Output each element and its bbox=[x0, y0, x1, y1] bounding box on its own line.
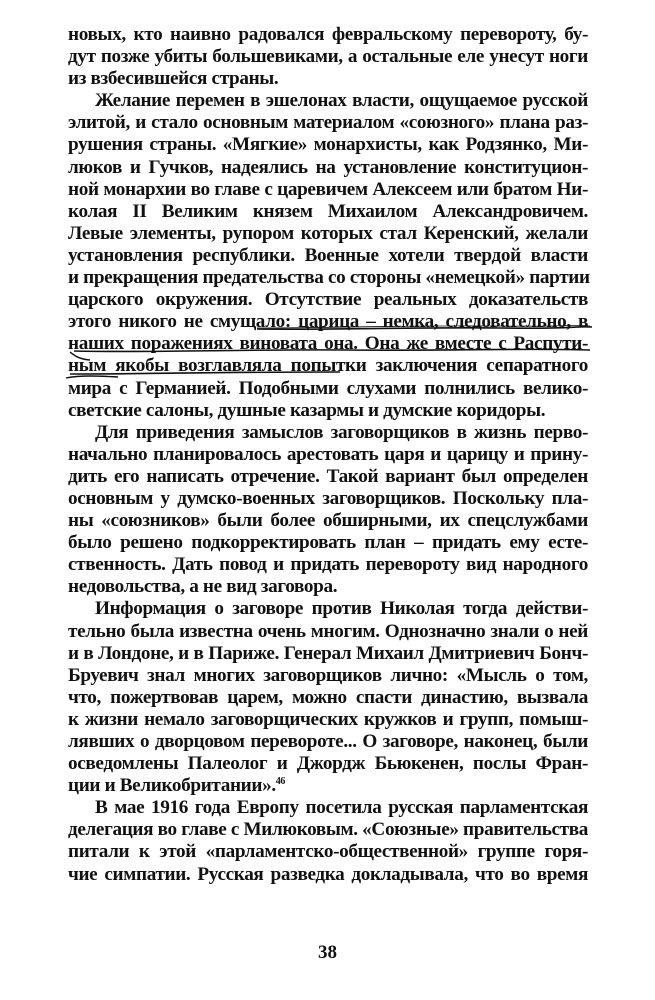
page-text-column bbox=[68, 24, 588, 886]
text-line-31: что, пожертвовав царем, можно спасти династию, вызвала bbox=[68, 686, 588, 708]
text-line-1: новых, кто наивно радовался февральскому перевороту, бу- bbox=[68, 24, 588, 45]
text-line-25: ственность. Дать повод и придать перевороту вид народного bbox=[68, 554, 588, 576]
text-line-28: тельно была известна очень многим. Однозначно знали о ней bbox=[68, 620, 588, 642]
text-line-15: наших поражениях виновата она. Она же вместе с Распути- bbox=[68, 333, 588, 355]
text-line-8: ной монархии во главе с царевичем Алексеем или братом Ни- bbox=[68, 178, 588, 200]
text-line-38: питали к этой «парламентско-общественной» группе горя- bbox=[68, 841, 588, 863]
text-line-36: В мае 1916 года Европу посетила русская парламентская bbox=[95, 797, 588, 819]
text-line-12: и прекращения предательства со стороны «немецкой» партии bbox=[68, 267, 590, 289]
text-line-17: мира с Германией. Подобными слухами полнились велико- bbox=[68, 377, 588, 399]
text-line-9: колая II Великим князем Михаилом Александровичем. bbox=[68, 200, 588, 222]
text-line-34: осведомлены Палеолог и Джордж Бьюкенен, послы Фран- bbox=[68, 753, 588, 775]
text-line-10: Левые элементы, рупором которых стал Керенский, желали bbox=[68, 222, 588, 244]
text-line-35-content: ции и Великобритании». bbox=[68, 775, 276, 797]
text-line-7: люков и Гучков, надеялись на установление конституцион- bbox=[68, 156, 588, 178]
text-line-27: Информация о заговоре против Николая тогда действи- bbox=[95, 598, 588, 620]
text-line-13: царского окружения. Отсутствие реальных доказательств bbox=[68, 289, 588, 311]
text-line-21: дить его написать отречение. Такой вариант был определен bbox=[68, 465, 588, 487]
text-line-22: основным у думско-военных заговорщиков. Поскольку пла- bbox=[68, 487, 588, 509]
text-line-23: ны «союзников» были более обширными, их спецслужбами bbox=[68, 510, 588, 532]
text-line-37: делегация во главе с Милюковым. «Союзные» правительства bbox=[68, 819, 588, 841]
text-line-24: было решено подкорректировать план – придать ему есте- bbox=[68, 532, 588, 554]
text-line-33: лявших о дворцовом перевороте... О заговоре, наконец, были bbox=[68, 731, 588, 752]
text-line-4: Желание перемен в эшелонах власти, ощущаемое русской bbox=[95, 90, 588, 112]
text-line-6: рушения страны. «Мягкие» монархисты, как Родзянко, Ми- bbox=[68, 134, 588, 156]
text-line-2: дут позже убиты большевиками, а остальные еле унесут ноги bbox=[68, 46, 588, 68]
text-line-32: к жизни немало заговорщических кружков и групп, помыш- bbox=[68, 708, 588, 730]
text-line-35 bbox=[68, 775, 588, 797]
page-number: 38 bbox=[318, 942, 337, 963]
text-line-39: чие симпатии. Русская разведка докладывала, что во время bbox=[68, 863, 588, 885]
text-line-11: установления республики. Военные хотели твердой власти bbox=[68, 244, 588, 266]
text-line-29: и в Лондоне, и в Париже. Генерал Михаил Дмитриевич Бонч- bbox=[68, 642, 588, 664]
text-line-16: ным якобы возглавляла попытки заключения сепаратного bbox=[68, 355, 588, 377]
footnote-reference[interactable]: 46 bbox=[275, 776, 286, 788]
text-line-18: светские салоны, душные казармы и думские коридоры. bbox=[68, 399, 546, 421]
text-line-26: недовольства, а не вид заговора. bbox=[68, 576, 338, 598]
text-line-14: этого никого не смущало: царица – немка, следовательно, в bbox=[68, 311, 588, 333]
text-line-19: Для приведения замыслов заговорщиков в жизнь перво- bbox=[95, 421, 588, 443]
text-line-20: начально планировалось арестовать царя и царицу и прину- bbox=[68, 443, 588, 465]
text-line-5: элитой, и стало основным материалом «союзного» плана раз- bbox=[68, 112, 588, 134]
text-line-3: из взбесившейся страны. bbox=[68, 68, 279, 90]
text-line-30: Бруевич знал многих заговорщиков лично: «Мысль о том, bbox=[68, 664, 588, 686]
